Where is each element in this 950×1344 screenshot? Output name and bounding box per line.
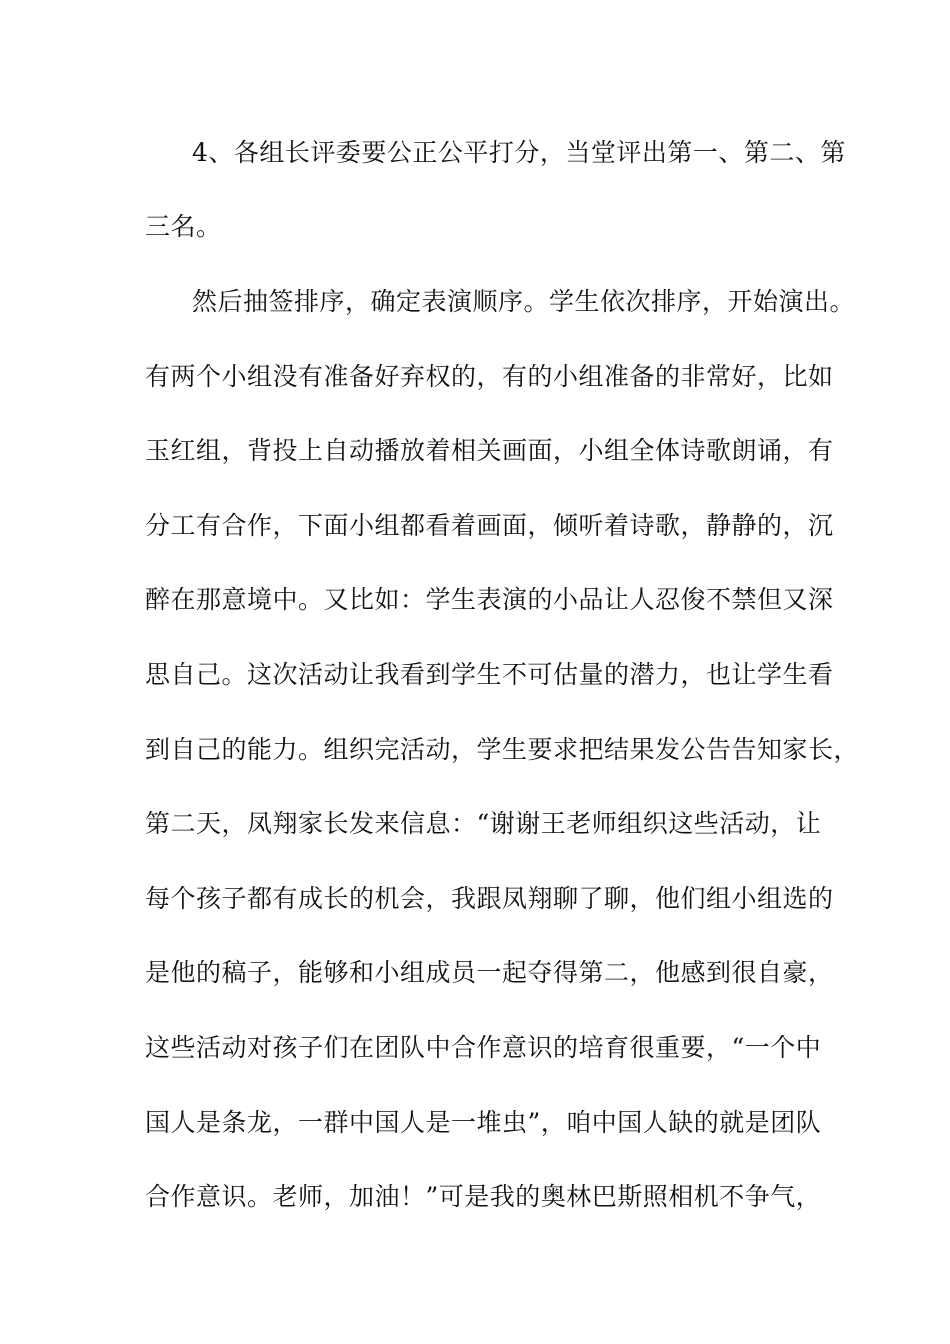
text-line-15: 合作意识。老师，加油！”可是我的奥林巴斯照相机不争气，	[145, 1182, 822, 1211]
text-line-10: 第二天，凤翔家长发来信息：“谢谢王老师组织这些活动，让	[145, 809, 822, 838]
text-line-2: 三名。	[145, 212, 222, 241]
text-line-12: 是他的稿子，能够和小组成员一起夺得第二，他感到很自豪，	[145, 958, 834, 987]
text-line-8: 思自己。这次活动让我看到学生不可估量的潜力，也让学生看	[145, 660, 834, 689]
text-line-5: 玉红组，背投上自动播放着相关画面，小组全体诗歌朗诵，有	[145, 436, 834, 465]
text-line-13: 这些活动对孩子们在团队中合作意识的培育很重要，“一个中	[145, 1033, 822, 1062]
text-line-6: 分工有合作，下面小组都看着画面，倾听着诗歌，静静的，沉	[145, 511, 834, 540]
text-line-1: 4、各组长评委要公正公平打分，当堂评出第一、第二、第	[192, 138, 846, 167]
text-line-9: 到自己的能力。组织完活动，学生要求把结果发公告告知家长，	[145, 735, 860, 764]
text-line-7: 醉在那意境中。又比如：学生表演的小品让人忍俊不禁但又深	[145, 585, 834, 614]
text-line-11: 每个孩子都有成长的机会，我跟凤翔聊了聊，他们组小组选的	[145, 884, 834, 913]
text-line-3: 然后抽签排序，确定表演顺序。学生依次排序，开始演出。	[192, 287, 856, 316]
text-line-4: 有两个小组没有准备好弃权的，有的小组准备的非常好，比如	[145, 362, 834, 391]
text-line-14: 国人是条龙，一群中国人是一堆虫”，咱中国人缺的就是团队	[145, 1108, 822, 1137]
